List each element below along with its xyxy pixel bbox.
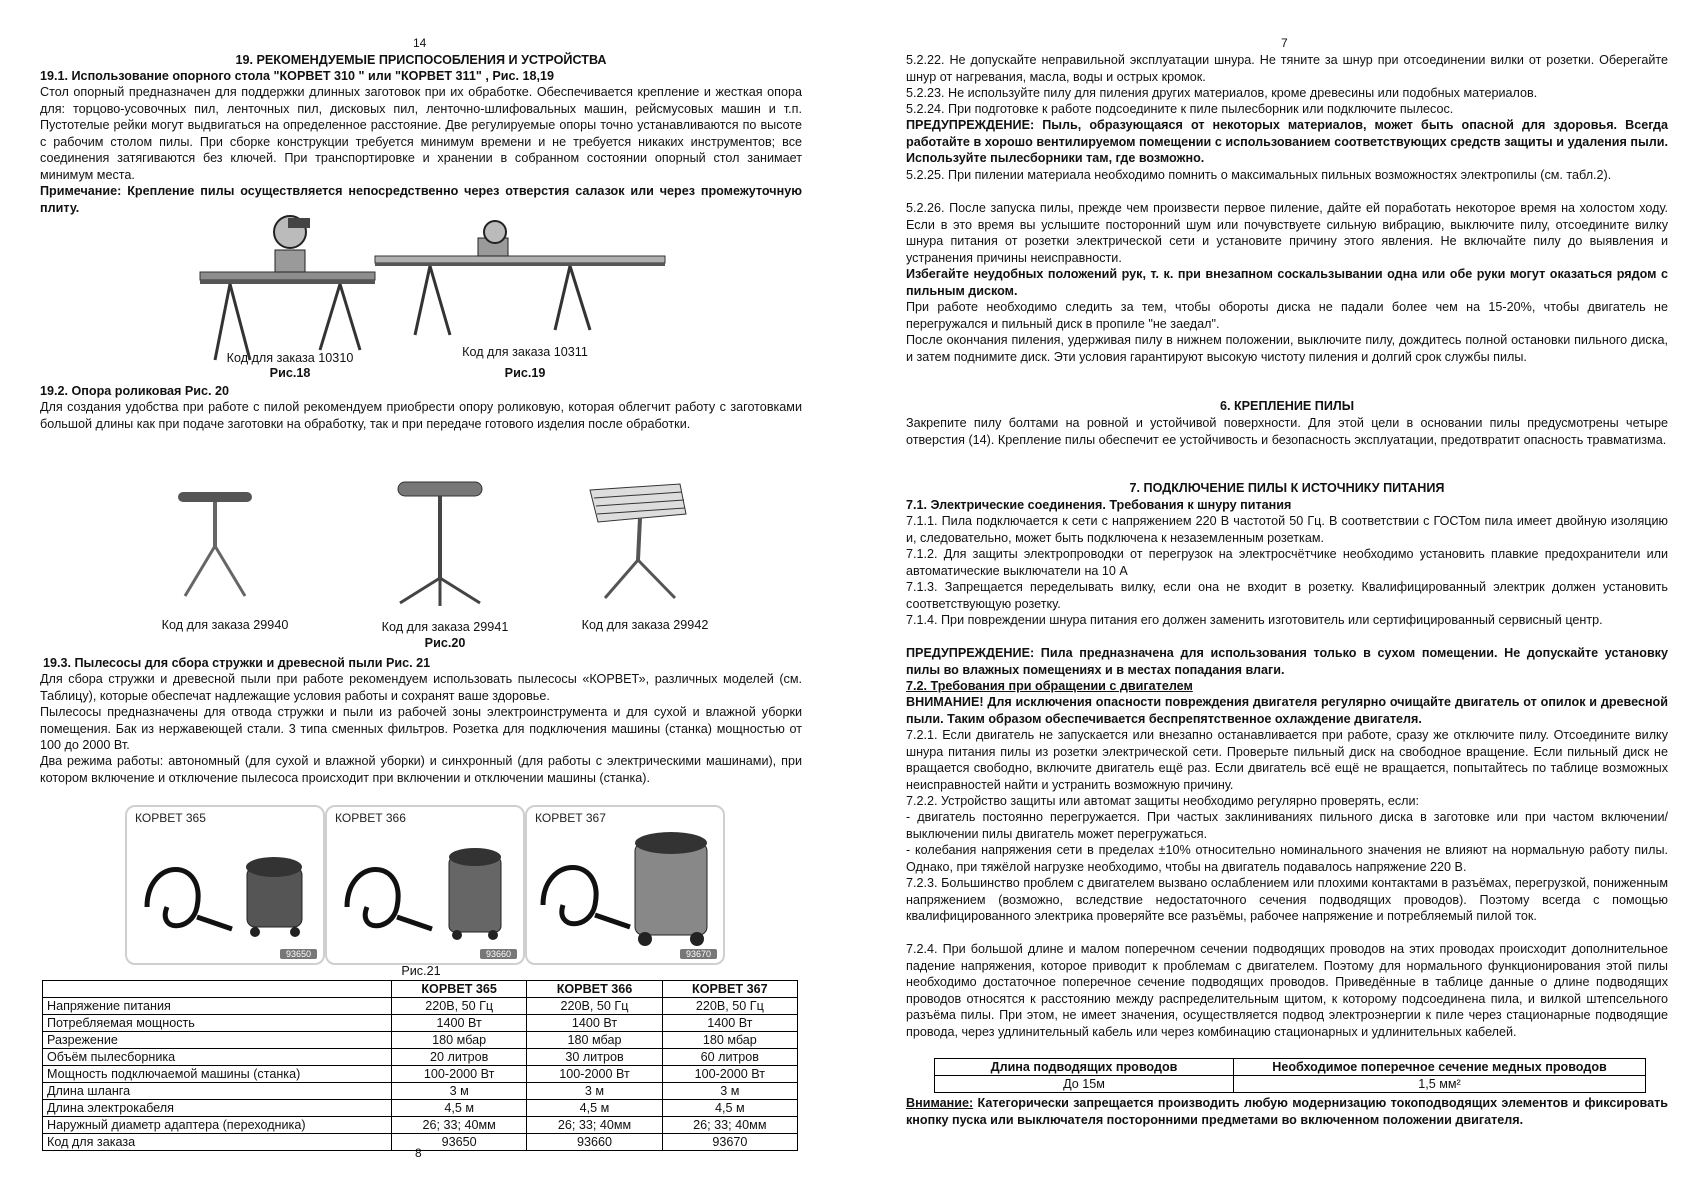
final-warning <box>906 1095 1668 1128</box>
right-page <box>906 0 1668 1200</box>
cell: 93650 <box>392 1134 527 1151</box>
header-cell: Необходимое поперечное сечение медных проводов <box>1234 1059 1646 1076</box>
cell: 220В, 50 Гц <box>662 998 797 1015</box>
paragraph-7-2-3: 7.2.3. Большинство проблем с двигателем вызвано ослаблением или плохими контактами в разъёмах, перегрузкой, пониженным напряжением (возможно, вследствие недостаточного сечения подводящих проводов). Поэтому всегда с помощью квалифицированного электрика проверяйте все разъёмы, рабочее напряжение и потребляемый пилой ток. <box>906 876 1668 923</box>
header-cell: Длина подводящих проводов <box>935 1059 1234 1076</box>
cell: 26; 33; 40мм <box>392 1117 527 1134</box>
vacuum-366-illustration <box>337 837 517 947</box>
fig21-caption: Рис.21 <box>401 964 441 978</box>
paragraph-7-2-2-a: - двигатель постоянно перегружается. При частых заклиниваниях пильного диска в заготовке или при частом включении/выключении пилы двигатель может перегружаться. <box>906 810 1668 841</box>
cell: 4,5 м <box>527 1100 662 1117</box>
cell: 30 литров <box>527 1049 662 1066</box>
table-row <box>43 1083 798 1100</box>
table-row <box>43 1015 798 1032</box>
cell: 1400 Вт <box>527 1015 662 1032</box>
subsection-title-19-2: 19.2. Опора роликовая Рис. 20 <box>40 384 230 398</box>
final-warning-text: Категорически запрещается производить любую модернизацию токоподводящих элементов и фиксировать кнопку пуска или выключателя посторонними предметами во включенном положении двигателя. <box>906 1096 1668 1127</box>
section-6-title: 6. КРЕПЛЕНИЕ ПИЛЫ <box>1219 399 1355 413</box>
section-title: 19. РЕКОМЕНДУЕМЫЕ ПРИСПОСОБЛЕНИЯ И УСТРОЙСТВА <box>235 53 607 67</box>
cell: 180 мбар <box>527 1032 662 1049</box>
row-label: Код для заказа <box>43 1134 392 1151</box>
header-cell <box>43 981 392 998</box>
page-number-top: 7 <box>1281 36 1288 50</box>
section-6-text: Закрепите пилу болтами на ровной и устойчивой поверхности. Для этой цели в основании пилы предусмотрены четыре отверстия (14). Крепление пилы обеспечит ее устойчивость и безопасность эксплуатации, предотвратит опасность травматизма. <box>906 416 1668 447</box>
row-label: Наружный диаметр адаптера (переходника) <box>43 1117 392 1134</box>
cell: 60 литров <box>662 1049 797 1066</box>
page-number-top: 14 <box>413 36 427 50</box>
cell: 1400 Вт <box>662 1015 797 1032</box>
table-row <box>43 1032 798 1049</box>
header-cell: КОРВЕТ 365 <box>392 981 527 998</box>
paragraph-7-1-1: 7.1.1. Пила подключается к сети с напряжением 220 В частотой 50 Гц. В соответствии с ГОСТом пила имеет двойную изоляцию и, следовательно, может быть подключена к незаземленным розеткам. <box>906 514 1668 545</box>
paragraph-5-2-25: 5.2.25. При пилении материала необходимо помнить о максимальных пильных возможностях электропилы (см. табл.2). <box>906 168 1612 182</box>
paragraph-7-2-1: 7.2.1. Если двигатель не запускается или внезапно останавливается при работе, сразу же отключите пилу. Отсоедините вилку шнура питания пилы из розетки электрической сети. Проверьте пильный диск на свободное вращение. Если пильный диск не вращается свободно, включите двигатель ещё раз. Если двигатель всё ещё не вращается, попытайтесь по таблице возможных неисправностей найти и устранить возможную причину. <box>906 728 1668 792</box>
cell: 1,5 мм² <box>1234 1076 1646 1093</box>
fig19-order-code: Код для заказа 10311 <box>462 345 588 359</box>
vacuum-card-code: 93650 <box>280 949 317 959</box>
row-label: Напряжение питания <box>43 998 392 1015</box>
paragraph-19-3-a: Для сбора стружки и древесной пыли при работе рекомендуем использовать пылесосы «КОРВЕТ», различных моделей (см. Таблицу), которые обеспечат надлежащие условия работы и сохранят ваше здоровье. <box>40 672 802 703</box>
paragraph-19-2: Для создания удобства при работе с пилой рекомендуем приобрести опору роликовую, которая облегчит работу с заготовками большой длины как при подаче заготовки на обработку, так и при передаче готового изделия после обработки. <box>40 400 802 431</box>
table-row <box>43 1066 798 1083</box>
support-table-10310-illustration <box>190 210 380 370</box>
table-row <box>43 1049 798 1066</box>
vacuum-card-title: КОРВЕТ 367 <box>535 811 606 825</box>
cell: 220В, 50 Гц <box>392 998 527 1015</box>
vacuum-card-title: КОРВЕТ 366 <box>335 811 406 825</box>
vacuum-card-365 <box>125 805 325 965</box>
vacuum-367-illustration <box>535 825 719 950</box>
subsection-title-19-3: 19.3. Пылесосы для сбора стружки и древесной пыли Рис. 21 <box>43 656 431 670</box>
vacuum-card-code: 93660 <box>480 949 517 959</box>
paragraph-7-1-4: 7.1.4. При повреждении шнура питания его должен заменить изготовитель или сертифицированный сервисный центр. <box>906 613 1603 627</box>
fig18-caption: Рис.18 <box>269 366 311 380</box>
wire-section-table <box>934 1058 1646 1093</box>
paragraph-5-2-24: 5.2.24. При подготовке к работе подсоедините к пиле пылесборник или подключите пылесос. <box>906 102 1454 116</box>
row-label: Длина шланга <box>43 1083 392 1100</box>
row-label: Разрежение <box>43 1032 392 1049</box>
table-row <box>935 1076 1646 1093</box>
table-header-row <box>43 981 798 998</box>
paragraph-5-2-23: 5.2.23. Не используйте пилу для пиления других материалов, кроме древесины или подобных материалов. <box>906 86 1538 100</box>
fig20-order-code-1: Код для заказа 29940 <box>161 618 289 632</box>
header-cell: КОРВЕТ 367 <box>662 981 797 998</box>
vacuum-spec-table <box>42 980 798 1151</box>
paragraph-19-3-c: Два режима работы: автономный (для сухой и влажной уборки) и синхронный (для работы с электрическими машинами), при котором включение и отключение пылесоса происходит при включении и отключении машины (станка). <box>40 754 802 785</box>
paragraph-5-2-22: 5.2.22. Не допускайте неправильной эксплуатации шнура. Не тяните за шнур при отсоединении вилки от розетки. Оберегайте шнур от нагревания, масла, воды и острых кромок. <box>906 53 1668 84</box>
avoid-hand-positions: Избегайте неудобных положений рук, т. к. при внезапном соскальзывании одна или обе руки могут оказаться рядом с пильным диском. <box>906 267 1668 298</box>
support-table-10311-illustration <box>370 220 670 345</box>
cell: 93670 <box>662 1134 797 1151</box>
cell: 180 мбар <box>392 1032 527 1049</box>
roller-stand-29940-illustration <box>170 486 260 606</box>
paragraph-5-2-26: 5.2.26. После запуска пилы, прежде чем произвести первое пиление, дайте ей поработать некоторое время на холостом ходу. Если в это время вы услышите посторонний шум или почувствуете сильную вибрацию, выключите пилу, отсоедините вилку шнура питания от розетки электрической сети и установите причину этого явления. Не включайте пилу до выявления и устранения причины неисправности. <box>906 201 1668 265</box>
subsection-7-2-title: 7.2. Требования при обращении с двигателем <box>906 679 1193 693</box>
cell: 220В, 50 Гц <box>527 998 662 1015</box>
row-label: Мощность подключаемой машины (станка) <box>43 1066 392 1083</box>
row-label: Объём пылесборника <box>43 1049 392 1066</box>
vacuum-card-title: КОРВЕТ 365 <box>135 811 206 825</box>
warning-dust: ПРЕДУПРЕЖДЕНИЕ: Пыль, образующаяся от некоторых материалов, может быть опасной для здоровья. Всегда работайте в хорошо вентилируемом помещении с использованием соответствующих средств защиты и удаления пыли. Используйте пылесборники там, где возможно. <box>906 118 1668 165</box>
cell: 20 литров <box>392 1049 527 1066</box>
cell: До 15м <box>935 1076 1234 1093</box>
cell: 100-2000 Вт <box>527 1066 662 1083</box>
cell: 3 м <box>392 1083 527 1100</box>
roller-stand-29941-illustration <box>390 478 490 608</box>
paragraph-7-1-3: 7.1.3. Запрещается переделывать вилку, если она не входит в розетку. Квалифицированный электрик должен установить соответствующую розетку. <box>906 580 1668 611</box>
paragraph-rpm: При работе необходимо следить за тем, чтобы обороты диска не падали более чем на 15-20%, чтобы двигатель не перегружался и пильный диск в пропиле "не заедал". <box>906 300 1668 331</box>
left-page <box>40 0 802 1200</box>
fig20-order-code-3: Код для заказа 29942 <box>581 618 709 632</box>
cell: 93660 <box>527 1134 662 1151</box>
subsection-7-1-title: 7.1. Электрические соединения. Требования к шнуру питания <box>906 498 1292 512</box>
row-label: Потребляемая мощность <box>43 1015 392 1032</box>
paragraph-19-3-b: Пылесосы предназначены для отвода стружки и пыли из рабочей зоны электроинструмента и для сухой и влажной уборки помещения. Бак из нержавеющей стали. 3 типа сменных фильтров. Розетка для подключения машины (станка) мощностью от 100 до 2000 Вт. <box>40 705 802 752</box>
attention-motor: ВНИМАНИЕ! Для исключения опасности повреждения двигателя регулярно очищайте двигатель от опилок и древесной пыли. Таким образом обеспечивается беспрепятственное охлаждение двигателя. <box>906 695 1668 726</box>
note-19-1: Примечание: Крепление пилы осуществляется непосредственно через отверстия салазок или через промежуточную плиту. <box>40 184 802 215</box>
fig19-caption: Рис.19 <box>504 366 546 380</box>
cell: 3 м <box>662 1083 797 1100</box>
warning-dry-room: ПРЕДУПРЕЖДЕНИЕ: Пила предназначена для использования только в сухом помещении. Не допускайте установку пилы во влажных помещениях и в местах попадания влаги. <box>906 646 1668 677</box>
cell: 100-2000 Вт <box>662 1066 797 1083</box>
table-row <box>43 1117 798 1134</box>
cell: 3 м <box>527 1083 662 1100</box>
header-cell: КОРВЕТ 366 <box>527 981 662 998</box>
paragraph-7-2-2-b: - колебания напряжения сети в пределах ±10% относительно номинального значения не влияют на нормальную работу пилы. Однако, при тяжёлой нагрузке необходимо, чтобы на двигатель подавалось напряжение 220 В. <box>906 843 1668 874</box>
cell: 1400 Вт <box>392 1015 527 1032</box>
subsection-title-19-1: 19.1. Использование опорного стола "КОРВЕТ 310 " или "КОРВЕТ 311" , Рис. 18,19 <box>40 69 554 83</box>
cell: 100-2000 Вт <box>392 1066 527 1083</box>
paragraph-7-1-2: 7.1.2. Для защиты электропроводки от перегрузок на электросчётчике необходимо установить плавкие предохранители или автоматические выключатели на 10 А <box>906 547 1668 578</box>
paragraph-finish: После окончания пиления, удерживая пилу в нижнем положении, выключите пилу, дождитесь полной остановки пильного диска, и затем поднимите диск. Эти условия гарантируют высокую чистоту пиления и долгий срок службы пилы. <box>906 333 1668 364</box>
table-row <box>43 1100 798 1117</box>
paragraph-7-2-2: 7.2.2. Устройство защиты или автомат защиты необходимо регулярно проверять, если: <box>906 794 1420 808</box>
cell: 4,5 м <box>392 1100 527 1117</box>
vacuum-card-code: 93670 <box>680 949 717 959</box>
paragraph-19-1: Стол опорный предназначен для поддержки длинных заготовок при их обработке. Обеспечивается крепление и жесткая опора для: торцово-усовочных пил, ленточных пил, дисковых пил, ленточно-шлифовальных машин, рейсмусовых машин и т.п. Пустотелые рейки могут выдвигаться на определенное расстояние. Две регулируемые опоры точно устанавливаются по высоте с рабочим столом пилы. При сборке конструкции требуется минимум времени и не требуется никаких инструментов; все соединения затягиваются без ключей. При транспортировке и хранении в собранном состоянии опорный стол занимает минимум места. <box>40 85 802 182</box>
row-label: Длина электрокабеля <box>43 1100 392 1117</box>
table-row <box>43 998 798 1015</box>
vacuum-365-illustration <box>137 837 317 947</box>
fig18-order-code: Код для заказа 10310 <box>226 351 354 365</box>
roller-stand-29942-illustration <box>580 480 690 605</box>
table-header-row <box>935 1059 1646 1076</box>
cell: 26; 33; 40мм <box>662 1117 797 1134</box>
fig20-order-code-2: Код для заказа 29941 <box>381 620 509 634</box>
paragraph-7-2-4: 7.2.4. При большой длине и малом поперечном сечении подводящих проводов на этих проводах происходит дополнительное падение напряжения, которое приводит к проблемам с двигателем. Поэтому для нормального функционирования этой пилы необходимо достаточное поперечное сечение подводящих проводов. Приведённые в таблице данные о длине подводящих проводов относятся к расстоянию между распределительным щитом, к которому подсоединена пила, и вилкой штепсельного разъёма пилы. При этом, не имеет значения, осуществляется подвод электроэнергии к пиле через стационарные подводящие провода, через удлинительный кабель или через комбинацию стационарных и удлинительных кабелей. <box>906 942 1668 1039</box>
vacuum-card-367 <box>525 805 725 965</box>
cell: 26; 33; 40мм <box>527 1117 662 1134</box>
cell: 180 мбар <box>662 1032 797 1049</box>
vacuum-card-366 <box>325 805 525 965</box>
fig20-caption: Рис.20 <box>424 636 466 650</box>
cell: 4,5 м <box>662 1100 797 1117</box>
section-7-title: 7. ПОДКЛЮЧЕНИЕ ПИЛЫ К ИСТОЧНИКУ ПИТАНИЯ <box>1129 481 1445 495</box>
final-warning-label: Внимание: <box>906 1096 974 1110</box>
page-number-bottom: 8 <box>415 1146 422 1160</box>
